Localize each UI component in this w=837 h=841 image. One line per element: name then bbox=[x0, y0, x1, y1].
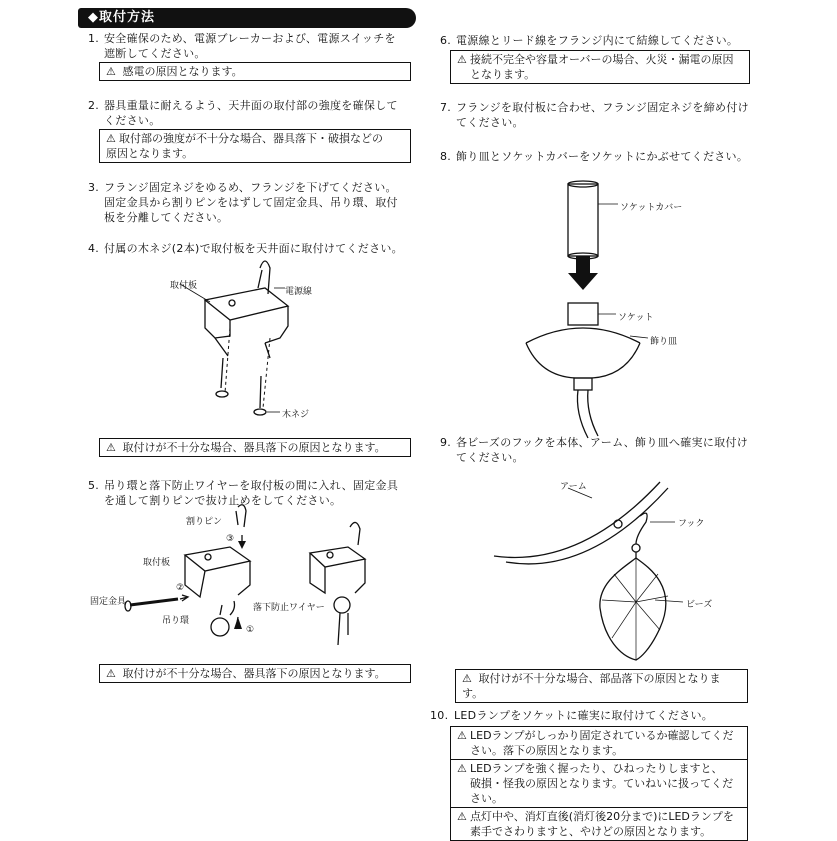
warning-triangle-icon: ⚠ bbox=[462, 672, 472, 685]
warning-box-2: ⚠ 取付部の強度が不十分な場合、器具落下・破損などの 原因となります。 bbox=[99, 129, 411, 163]
socket-cover-illustration bbox=[520, 178, 660, 438]
warning-box-6: ⚠ 接続不完全や容量オーバーの場合、火災・漏電の原因 となります。 bbox=[450, 50, 750, 84]
label-socket: ソケット bbox=[618, 313, 654, 323]
label-beads: ビーズ bbox=[686, 600, 713, 610]
warning-triangle-icon: ⚠ bbox=[457, 762, 467, 775]
warning-triangle-icon: ⚠ bbox=[457, 53, 467, 66]
step-10: 10. LEDランプをソケットに確実に取付けてください。 bbox=[430, 709, 714, 722]
label-hook: フック bbox=[678, 519, 705, 529]
warning-box-1: ⚠ 感電の原因となります。 bbox=[99, 62, 411, 81]
warning-triangle-icon: ⚠ bbox=[106, 132, 116, 145]
warning-10-item-3: ⚠ 点灯中や、消灯直後(消灯後20分まで)にLEDランプを 素手でさわりますと、やけどの原因となります。 bbox=[451, 807, 747, 840]
beads-hook-illustration bbox=[490, 478, 680, 663]
warning-10-item-2: ⚠ LEDランプを強く握ったり、ひねったりしますと、 破損・怪我の原因となります。ていねいに扱ってくだ さい。 bbox=[451, 759, 747, 807]
label-split-pin: 割りピン bbox=[186, 517, 223, 527]
warning-triangle-icon: ⚠ bbox=[457, 729, 467, 742]
warning-box-5: ⚠ 取付けが不十分な場合、器具落下の原因となります。 bbox=[99, 664, 411, 683]
warning-triangle-icon: ⚠ bbox=[106, 441, 116, 454]
step-7: 7. フランジを取付板に合わせ、フランジ固定ネジを締め付け てください。 bbox=[440, 101, 749, 129]
label-power-wire: 電源線 bbox=[285, 287, 313, 297]
label-fall-wire: 落下防止ワイヤー bbox=[253, 603, 325, 613]
warning-triangle-icon: ⚠ bbox=[106, 667, 116, 680]
label-arm: アーム bbox=[560, 482, 587, 492]
step-2: 2. 器具重量に耐えるよう、天井面の取付部の強度を確保して ください。 bbox=[88, 99, 398, 127]
label-mount-plate: 取付板 bbox=[170, 281, 198, 291]
step-3: 3. フランジ固定ネジをゆるめ、フランジを下げてください。 固定金具から割りピンをはずして固定金具、吊り環、取付 板を分離してください。 bbox=[88, 181, 398, 224]
warning-box-4: ⚠ 取付けが不十分な場合、器具落下の原因となります。 bbox=[99, 438, 411, 457]
label-socket-cover: ソケットカバー bbox=[620, 203, 683, 213]
step-8: 8. 飾り皿とソケットカバーをソケットにかぶせてください。 bbox=[440, 150, 749, 163]
label-deco-plate: 飾り皿 bbox=[650, 337, 678, 347]
section-title: ◆取付方法 bbox=[78, 8, 416, 28]
step-marker-2: ② bbox=[176, 583, 185, 593]
label-mount-plate-2: 取付板 bbox=[143, 558, 171, 568]
warning-triangle-icon: ⚠ bbox=[457, 810, 467, 823]
step-marker-3: ③ bbox=[226, 534, 235, 544]
label-ring: 吊り環 bbox=[162, 616, 190, 626]
step-9: 9. 各ビーズのフックを本体、アーム、飾り皿へ確実に取付け てください。 bbox=[440, 436, 749, 464]
step-4: 4. 付属の木ネジ(2本)で取付板を天井面に取付けてください。 bbox=[88, 242, 403, 255]
warning-triangle-icon: ⚠ bbox=[106, 65, 116, 78]
warning-box-10 bbox=[450, 726, 748, 841]
step-6: 6. 電源線とリード線をフランジ内にて結線してください。 bbox=[440, 34, 739, 47]
warning-10-item-1: ⚠ LEDランプがしっかり固定されているか確認してくだ さい。落下の原因となります。 bbox=[457, 729, 734, 757]
step-1: 1. 安全確保のため、電源ブレーカーおよび、電源スイッチを 遮断してください。 bbox=[88, 32, 396, 60]
warning-box-9: ⚠ 取付けが不十分な場合、部品落下の原因となります。 bbox=[455, 669, 748, 703]
label-fixing-bracket: 固定金具 bbox=[90, 597, 127, 607]
step-marker-1: ① bbox=[246, 625, 255, 635]
step-5: 5. 吊り環と落下防止ワイヤーを取付板の間に入れ、固定金具 を通して割りピンで抜け止めをしてください。 bbox=[88, 479, 399, 507]
label-wood-screw: 木ネジ bbox=[282, 410, 310, 420]
